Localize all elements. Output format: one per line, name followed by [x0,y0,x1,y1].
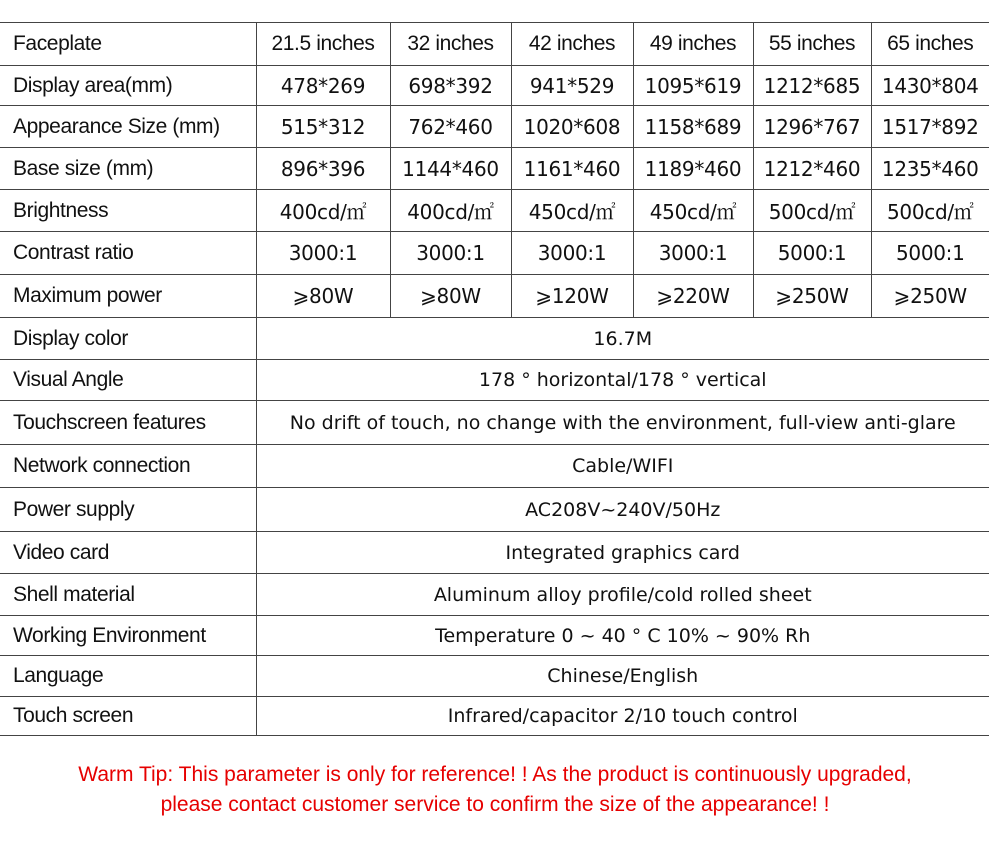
merged-value-cell: Integrated graphics card [256,532,989,574]
size-header-cell: 55 inches [753,23,871,66]
table-row [0,318,989,360]
merged-value-cell: Aluminum alloy profile/cold rolled sheet [256,574,989,616]
value-cell: 500cd/㎡ [871,190,989,232]
row-label: Shell material [0,574,256,616]
merged-value-cell: Temperature 0 ~ 40 ° C 10% ~ 90% Rh [256,616,989,656]
value-cell: 762*460 [390,106,511,148]
size-header-cell: 42 inches [511,23,633,66]
table-row [0,532,989,574]
row-label: Network connection [0,445,256,488]
value-cell: 1430*804 [871,66,989,106]
value-cell: 400cd/㎡ [390,190,511,232]
table-row [0,106,989,148]
value-cell: 3000:1 [633,232,753,275]
row-label: Power supply [0,488,256,532]
value-cell: 1161*460 [511,148,633,190]
table-row [0,148,989,190]
warm-tip-line-1: Warm Tip: This parameter is only for reference! ! As the product is continuously upgraded, [78,763,912,786]
value-cell: 1020*608 [511,106,633,148]
table-row [0,360,989,401]
value-cell: 1189*460 [633,148,753,190]
row-label: Brightness [0,190,256,232]
value-cell: 1158*689 [633,106,753,148]
value-cell: 1212*685 [753,66,871,106]
value-cell: 500cd/㎡ [753,190,871,232]
size-header-cell: 49 inches [633,23,753,66]
value-cell: 5000:1 [753,232,871,275]
value-cell: 1095*619 [633,66,753,106]
warm-tip-line-2: please contact customer service to confirm the size of the appearance! ! [160,793,830,816]
row-label: Appearance Size (mm) [0,106,256,148]
merged-value-cell: 178 ° horizontal/178 ° vertical [256,360,989,401]
row-label: Visual Angle [0,360,256,401]
value-cell: 478*269 [256,66,390,106]
merged-value-cell: AC208V~240V/50Hz [256,488,989,532]
merged-value-cell: Infrared/capacitor 2/10 touch control [256,697,989,736]
row-label: Touch screen [0,697,256,736]
row-label: Display color [0,318,256,360]
table-row [0,574,989,616]
table-row [0,445,989,488]
value-cell: 1212*460 [753,148,871,190]
value-cell: 450cd/㎡ [511,190,633,232]
merged-value-cell: Cable/WIFI [256,445,989,488]
value-cell: 3000:1 [390,232,511,275]
size-header-cell: 65 inches [871,23,989,66]
size-header-cell: 32 inches [390,23,511,66]
merged-value-cell: Chinese/English [256,656,989,697]
row-label: Contrast ratio [0,232,256,275]
row-label: Touchscreen features [0,401,256,445]
table-row [0,66,989,106]
value-cell: 3000:1 [256,232,390,275]
value-cell: 515*312 [256,106,390,148]
merged-value-cell: No drift of touch, no change with the environment, full-view anti-glare [256,401,989,445]
merged-value-cell: 16.7M [256,318,989,360]
spec-table [0,22,989,736]
value-cell: ⩾120W [511,275,633,318]
table-row [0,401,989,445]
row-label: Language [0,656,256,697]
value-cell: 698*392 [390,66,511,106]
value-cell: 896*396 [256,148,390,190]
table-row [0,697,989,736]
row-label: Working Environment [0,616,256,656]
value-cell: 1144*460 [390,148,511,190]
value-cell: 1296*767 [753,106,871,148]
value-cell: 450cd/㎡ [633,190,753,232]
size-header-cell: 21.5 inches [256,23,390,66]
row-label: Video card [0,532,256,574]
value-cell: ⩾250W [753,275,871,318]
row-label: Display area(mm) [0,66,256,106]
row-label: Base size (mm) [0,148,256,190]
table-row [0,616,989,656]
value-cell: 3000:1 [511,232,633,275]
value-cell: ⩾220W [633,275,753,318]
table-row [0,190,989,232]
warm-tip-notice [0,760,990,820]
value-cell: 5000:1 [871,232,989,275]
row-label: Maximum power [0,275,256,318]
value-cell: 941*529 [511,66,633,106]
value-cell: 1235*460 [871,148,989,190]
table-header-row [0,23,989,66]
table-row [0,488,989,532]
value-cell: ⩾250W [871,275,989,318]
value-cell: 1517*892 [871,106,989,148]
value-cell: ⩾80W [390,275,511,318]
table-row [0,656,989,697]
table-row [0,232,989,275]
value-cell: ⩾80W [256,275,390,318]
table-row [0,275,989,318]
value-cell: 400cd/㎡ [256,190,390,232]
row-label: Faceplate [0,23,256,66]
